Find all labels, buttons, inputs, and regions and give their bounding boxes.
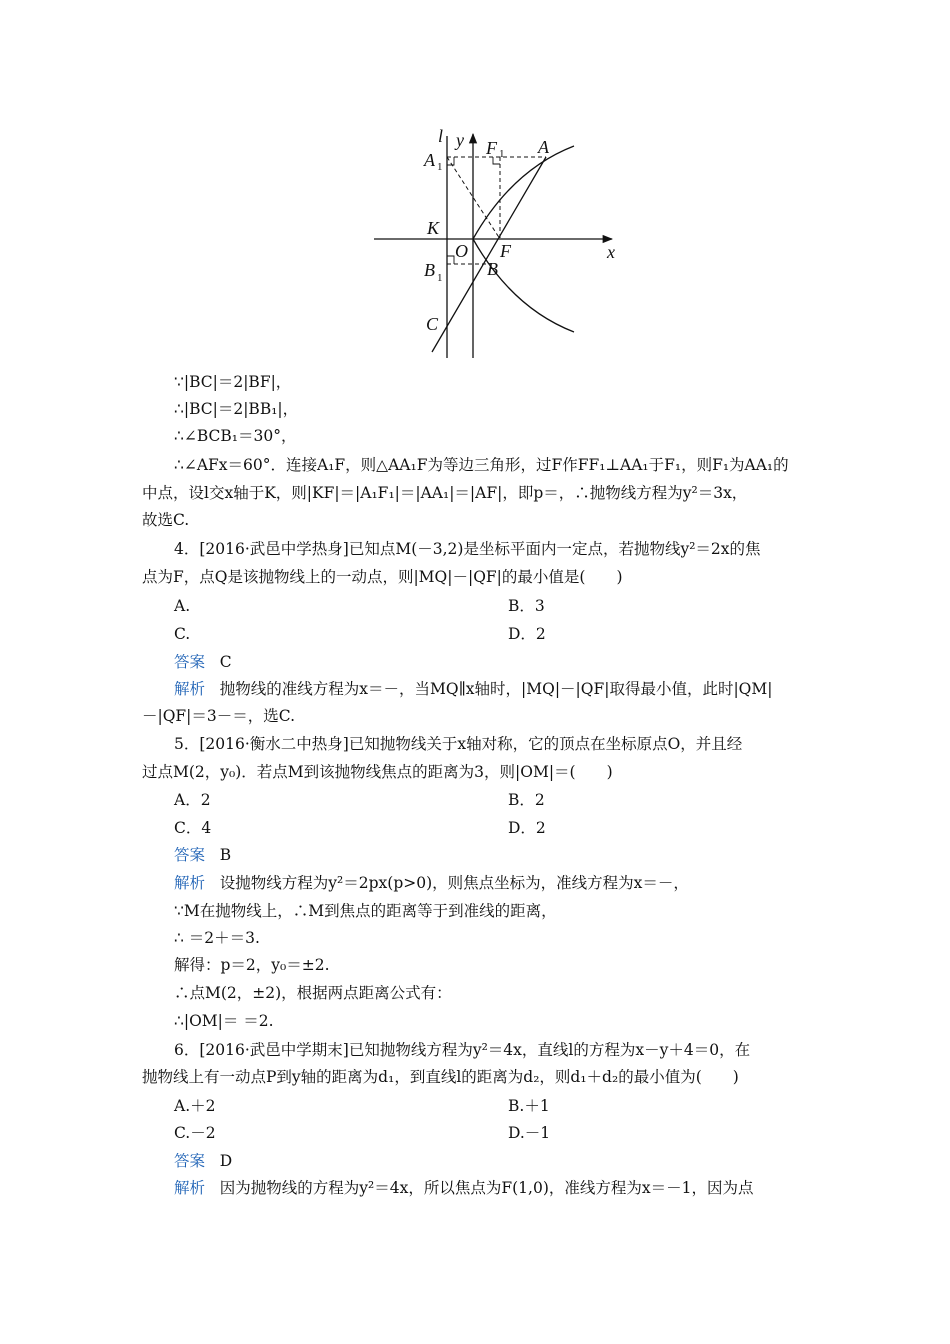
q5-option-b: B．2 (508, 791, 545, 809)
parabola-diagram (362, 126, 624, 366)
q4-option-a: A. (174, 597, 191, 615)
q6-option-c: C.－2 (174, 1124, 216, 1142)
q5-analysis-line: ∴点M(2，±2)，根据两点距离公式有： (174, 984, 452, 1002)
analysis-text: 抛物线的准线方程为x＝－，当MQ∥x轴时，|MQ|－|QF|取得最小值，此时|QM| (219, 680, 773, 698)
q5-option-a: A．2 (174, 791, 211, 809)
q5-answer (174, 845, 231, 865)
q5-analysis (174, 873, 689, 893)
q5-stem: 5．[2016·衡水二中热身]已知抛物线关于x轴对称，它的顶点在坐标原点O，并且经 (174, 735, 743, 753)
analysis-label: 解析 (174, 680, 206, 698)
analysis-text: 设抛物线方程为y²＝2px(p>0)，则焦点坐标为，准线方程为x＝－， (219, 874, 689, 892)
label-f: F (500, 241, 511, 261)
q5-option-c: C．4 (174, 819, 212, 837)
label-a1-sub: 1 (437, 161, 443, 173)
label-b1: B (424, 260, 435, 280)
answer-value: C (219, 653, 232, 671)
q6-option-a: A.＋2 (174, 1097, 216, 1115)
label-k: K (427, 218, 440, 238)
q5-analysis-line: ∵M在抛物线上，∴M到焦点的距离等于到准线的距离， (174, 902, 557, 920)
text-line: ∴∠BCB₁＝30°， (174, 427, 297, 445)
q6-option-d: D.－1 (508, 1124, 551, 1142)
q4-stem: 点为F，点Q是该抛物线上的一动点，则|MQ|－|QF|的最小值是( ) (142, 568, 623, 586)
q5-stem: 过点M(2，y₀)．若点M到该抛物线焦点的距离为3，则|OM|＝( ) (142, 763, 613, 781)
q6-answer (174, 1151, 232, 1171)
q4-option-d: D．2 (508, 625, 546, 643)
q4-analysis (174, 679, 772, 699)
text-line: 中点，设l交x轴于K，则|KF|＝|A₁F₁|＝|AA₁|＝|AF|，即p＝，∴抛物线方程为y²＝3x， (142, 484, 748, 502)
label-b1-sub: 1 (437, 272, 443, 284)
label-a: A (538, 137, 549, 157)
label-f1-sub: 1 (499, 148, 505, 160)
q6-option-b: B.＋1 (508, 1097, 550, 1115)
analysis-label: 解析 (174, 874, 206, 892)
label-l: l (438, 126, 444, 146)
label-y: y (456, 130, 464, 150)
q4-option-c: C. (174, 625, 191, 643)
analysis-text: 因为抛物线的方程为y²＝4x，所以焦点为F(1,0)，准线方程为x＝－1，因为点 (219, 1179, 754, 1197)
label-a1: A (424, 150, 435, 170)
q4-answer (174, 652, 232, 672)
q5-analysis-line: ∴ ＝2＋＝3. (174, 929, 260, 947)
q4-option-b: B．3 (508, 597, 545, 615)
q4-analysis-cont: －|QF|＝3－＝，选C. (142, 707, 296, 725)
answer-label: 答案 (174, 653, 206, 671)
q5-analysis-line: 解得：p＝2，y₀＝±2. (174, 956, 330, 974)
answer-label: 答案 (174, 846, 206, 864)
text-line: 故选C. (142, 511, 190, 529)
parabola-figure (362, 126, 624, 366)
label-c: C (426, 314, 439, 334)
label-f1: F (486, 138, 497, 158)
q6-stem: 6．[2016·武邑中学期末]已知抛物线方程为y²＝4x，直线l的方程为x－y＋4＝0，在 (174, 1041, 751, 1059)
answer-label: 答案 (174, 1152, 206, 1170)
q5-option-d: D．2 (508, 819, 546, 837)
right-angle-b1 (447, 256, 454, 264)
label-b: B (487, 259, 498, 279)
answer-value: B (219, 846, 232, 864)
q4-stem: 4．[2016·武邑中学热身]已知点M(－3,2)是坐标平面内一定点，若抛物线y²＝2x的焦 (174, 540, 761, 558)
text-line: ∵|BC|＝2|BF|， (174, 373, 292, 391)
q6-analysis (174, 1178, 753, 1198)
answer-value: D (219, 1152, 233, 1170)
q6-stem: 抛物线上有一动点P到y轴的距离为d₁，到直线l的距离为d₂，则d₁＋d₂的最小值为( ) (142, 1068, 739, 1086)
text-line: ∴|BC|＝2|BB₁|， (174, 400, 299, 418)
text-line: ∴∠AFx＝60°．连接A₁F，则△AA₁F为等边三角形，过F作FF₁⊥AA₁于F₁，则F₁为AA₁的 (174, 456, 789, 474)
label-x: x (607, 242, 615, 262)
label-o: O (455, 241, 468, 261)
focal-chord-line (432, 157, 546, 352)
q5-analysis-line: ∴|OM|＝ ＝2. (174, 1012, 274, 1030)
analysis-label: 解析 (174, 1179, 206, 1197)
